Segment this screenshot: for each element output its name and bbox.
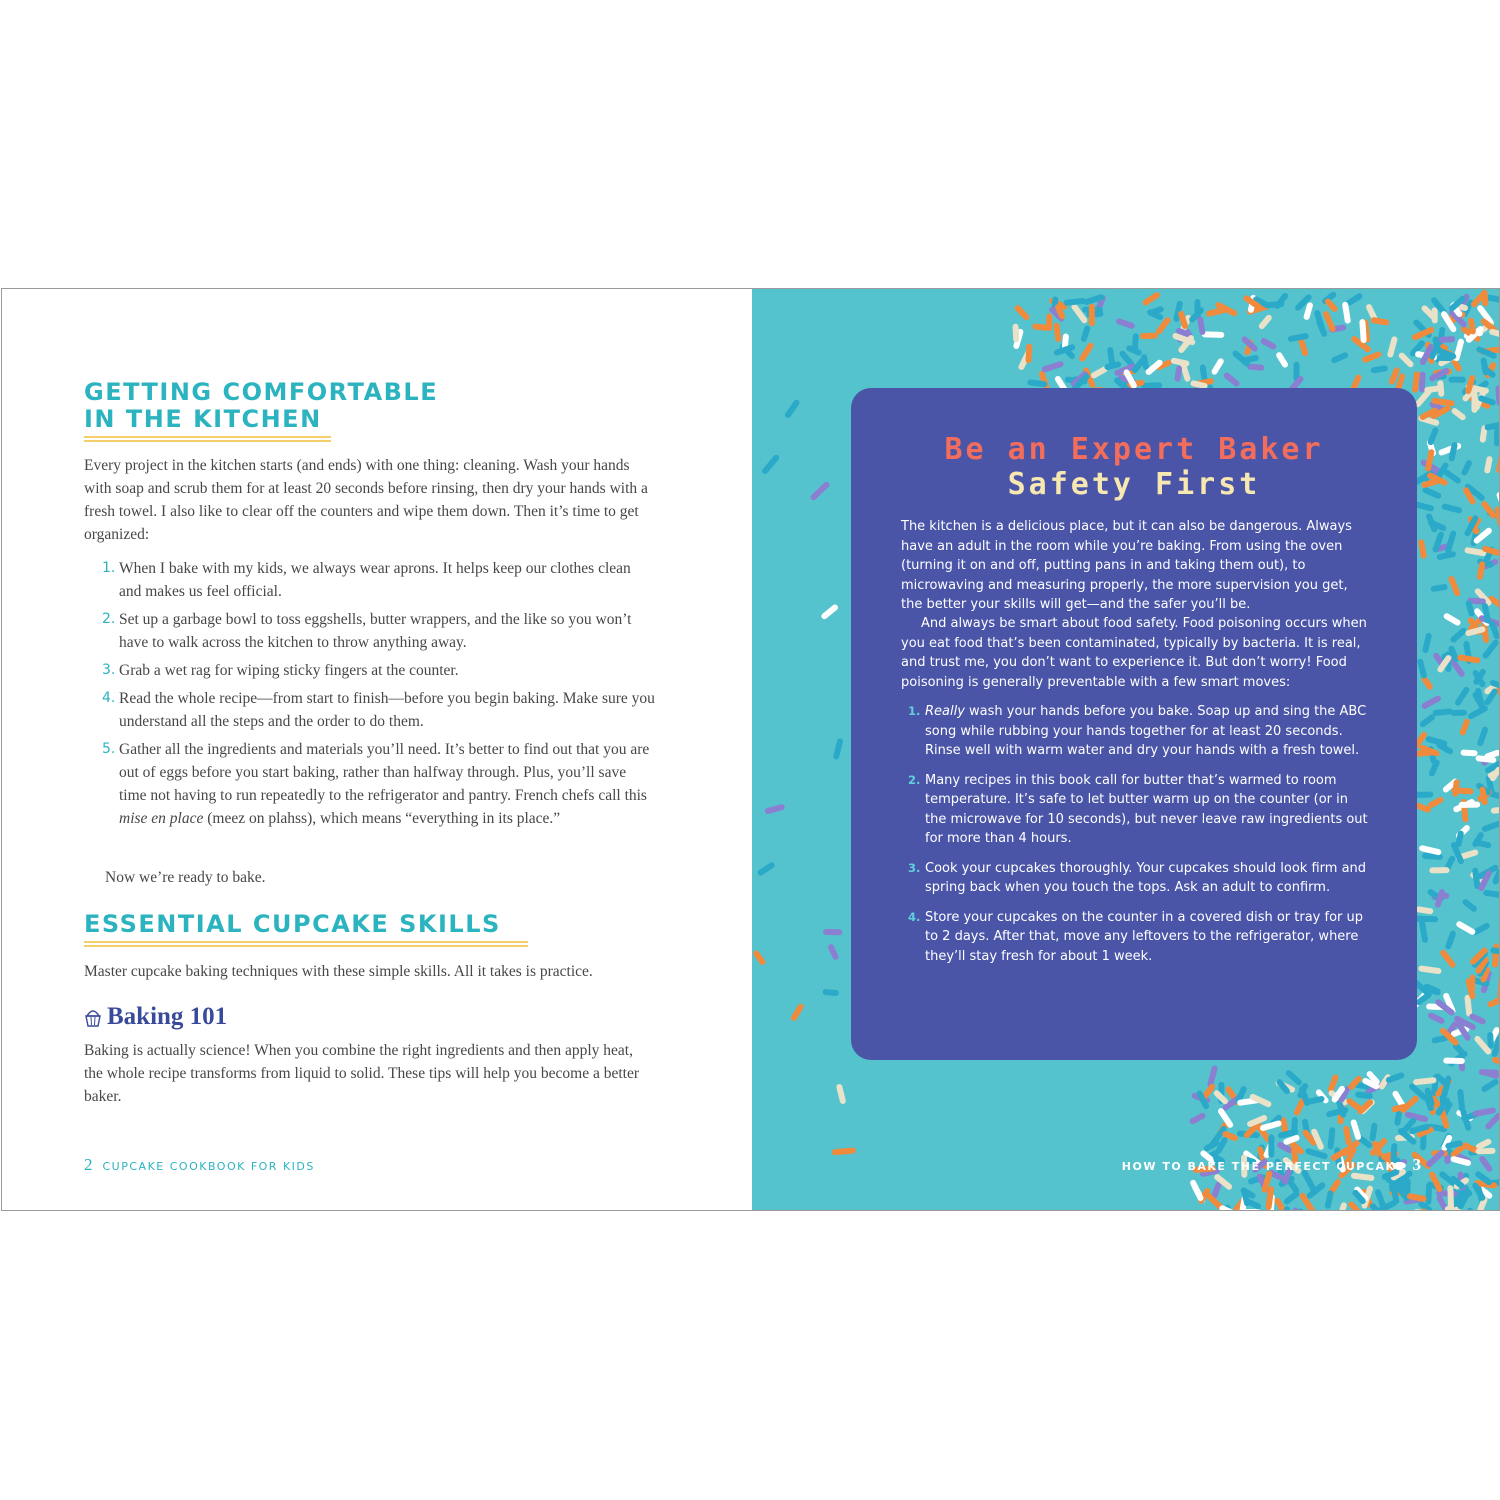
- sprinkle: [1370, 317, 1390, 326]
- sprinkle: [1284, 1069, 1303, 1087]
- sprinkle: [1414, 916, 1438, 923]
- sprinkle: [1443, 1058, 1465, 1064]
- sprinkle: [761, 454, 781, 476]
- sprinkle: [1330, 351, 1349, 364]
- page-number: 2: [84, 1155, 93, 1174]
- callout-title-line-2: Safety First: [1007, 467, 1261, 502]
- sprinkle: [1297, 1208, 1307, 1210]
- sprinkle: [1461, 898, 1478, 913]
- subhead-text: Baking 101: [107, 1003, 228, 1030]
- sprinkle: [1457, 1089, 1465, 1113]
- tip-text: Store your cupcakes on the counter in a covered dish or tray for up to 2 days. After that, move any leftovers to the refrigerator, where they’ll stay fresh for about 1 week.: [925, 909, 1364, 964]
- sprinkle: [784, 399, 801, 420]
- list-item: [102, 659, 657, 682]
- intro-paragraph: Every project in the kitchen starts (and ends) with one thing: cleaning. Wash your hands with soap and scrub them for at least 20 seconds before rinsing, then dry your hands with a fresh towel. I also like to clear off the counters and wipe them down. Then it’s time to get organized:: [84, 457, 648, 543]
- sprinkle: [1422, 486, 1443, 500]
- safety-tips-list: [908, 702, 1368, 976]
- sprinkle: [1437, 380, 1444, 397]
- running-title: HOW TO BAKE THE PERFECT CUPCAKE: [1121, 1160, 1405, 1173]
- sprinkle: [1170, 357, 1190, 367]
- cupcake-icon: [84, 1006, 102, 1028]
- sprinkle: [1476, 561, 1485, 580]
- sprinkle: [1012, 324, 1019, 343]
- sprinkle: [820, 603, 839, 620]
- list-item: [102, 608, 657, 654]
- sprinkle: [1025, 344, 1032, 364]
- sprinkle: [1078, 342, 1095, 363]
- sprinkle: [1324, 1190, 1334, 1209]
- sprinkle: [1404, 1178, 1410, 1194]
- sprinkle: [790, 1003, 805, 1022]
- sprinkle: [1046, 313, 1053, 330]
- page-number: 3: [1412, 1155, 1421, 1174]
- step-text-part: (meez on plahss), which means “everything in its place.”: [203, 810, 561, 827]
- sprinkle: [1450, 407, 1466, 421]
- sprinkle: [1140, 333, 1158, 340]
- sprinkle: [1480, 1078, 1499, 1093]
- sprinkle: [1210, 357, 1224, 376]
- sprinkle: [1481, 820, 1499, 833]
- sprinkle: [1492, 943, 1499, 967]
- list-item: [908, 702, 1368, 761]
- sprinkle: [1205, 307, 1226, 317]
- sprinkle: [1422, 632, 1432, 653]
- sprinkle: [1448, 377, 1465, 383]
- tip-number: 2.: [908, 772, 921, 787]
- sprinkle: [1418, 919, 1428, 944]
- step-text: Grab a wet rag for wiping sticky fingers at the counter.: [119, 662, 459, 679]
- sprinkle: [1491, 806, 1499, 814]
- sprinkle: [1223, 371, 1241, 387]
- left-page: [2, 289, 752, 1210]
- running-title: CUPCAKE COOKBOOK FOR KIDS: [102, 1160, 315, 1173]
- tip-italic: Really: [925, 704, 965, 719]
- sprinkle: [1063, 298, 1086, 306]
- baking-paragraph: Baking is actually science! When you combine the right ingredients and then apply heat, the whole recipe transforms from liquid to solid. These tips will help you become a better baker.: [84, 1042, 639, 1105]
- heading-underline: [84, 436, 331, 442]
- callout-title-line-1: Be an Expert Baker: [944, 432, 1324, 467]
- sprinkle: [1258, 314, 1273, 331]
- organize-steps-list: [102, 557, 657, 835]
- sprinkle: [1080, 325, 1091, 343]
- sprinkle: [827, 943, 839, 961]
- heading-essential-skills: [84, 911, 501, 938]
- heading-line-2: IN THE KITCHEN: [84, 405, 322, 433]
- sprinkle: [1189, 1179, 1204, 1202]
- safety-callout-box: [851, 388, 1417, 1060]
- sprinkle: [1417, 658, 1428, 679]
- sprinkle: [1497, 976, 1499, 1000]
- tip-number: 4.: [908, 909, 921, 924]
- step-text-part: Gather all the ingredients and materials you’ll need. It’s better to find out that you are out of eggs before you start baking, rather than halfway through. Plus, you’ll save time not having to run repeatedly to the refrigerator and pantry. French chefs call this: [119, 741, 650, 804]
- sprinkle: [1455, 920, 1476, 936]
- sprinkle: [1477, 726, 1489, 747]
- heading-underline: [84, 941, 528, 947]
- sprinkle: [1070, 303, 1088, 325]
- sprinkle: [836, 1083, 847, 1104]
- sprinkle: [1483, 890, 1499, 899]
- sprinkle: [1491, 1056, 1499, 1069]
- sprinkle: [1427, 1012, 1446, 1025]
- step-text: Set up a garbage bowl to toss eggshells, butter wrappers, and the like so you won’t have to walk across the kitchen to throw anything away.: [119, 611, 632, 651]
- sprinkle: [1447, 1185, 1454, 1209]
- list-item: [102, 557, 657, 603]
- sprinkle: [1474, 839, 1492, 849]
- book-spread: [1, 288, 1500, 1211]
- sprinkle: [823, 929, 842, 935]
- sprinkle: [1361, 351, 1382, 364]
- sprinkle: [1484, 456, 1493, 474]
- sprinkle: [752, 949, 767, 966]
- step-text: When I bake with my kids, we always wear aprons. It helps keep our clothes clean and makes us feel official.: [119, 560, 631, 600]
- sprinkle: [764, 804, 785, 815]
- sprinkle: [1459, 802, 1481, 808]
- heading-line: ESSENTIAL CUPCAKE SKILLS: [84, 910, 501, 938]
- sprinkle: [1418, 539, 1427, 559]
- sprinkle: [832, 1147, 856, 1155]
- tip-text: wash your hands before you bake. Soap up and sing the ABC song while rubbing your hands together for at least 20 seconds. Rinse well with warm water and dry your hands with a fresh towel.: [925, 704, 1367, 758]
- sprinkle: [1418, 965, 1442, 974]
- sprinkle: [1441, 503, 1463, 514]
- sprinkle: [1475, 1148, 1495, 1155]
- sprinkle: [1449, 627, 1468, 644]
- tip-text: Many recipes in this book call for butter that’s warmed to room temperature. It’s safe to let butter warm up on the counter (or in the microwave for 10 seconds), but never leave raw ingredients out for more than 4 hours.: [925, 772, 1368, 846]
- list-item: [102, 687, 657, 733]
- step-number: 2.: [102, 611, 116, 627]
- list-item: [102, 738, 657, 830]
- sprinkle: [1472, 1107, 1496, 1117]
- list-item: [908, 859, 1368, 898]
- sprinkle: [1189, 1112, 1207, 1125]
- page-footer-left: [84, 1155, 315, 1175]
- sprinkle: [1089, 304, 1095, 327]
- sprinkle: [1416, 906, 1434, 915]
- sprinkle: [1444, 930, 1456, 950]
- sprinkle: [1451, 710, 1467, 716]
- sprinkle: [1387, 336, 1398, 358]
- ready-text: Now we’re ready to bake.: [105, 869, 266, 886]
- sprinkle: [1427, 427, 1440, 447]
- sprinkle: [1428, 759, 1441, 778]
- step-text: [119, 741, 649, 827]
- sprinkle: [1013, 304, 1030, 322]
- sprinkle: [1404, 1111, 1429, 1123]
- heading-line-1: GETTING COMFORTABLE: [84, 378, 439, 406]
- callout-paragraph-1: The kitchen is a delicious place, but it can also be dangerous. Always have an adult in the room while you’re baking. From using the oven (turning it on and off, putting pans in and taking them out), to microwaving and measuring properly, the more supervision you get, the better your skills will get—and the safer you’ll be.: [901, 519, 1352, 612]
- skills-intro: Master cupcake baking techniques with these simple skills. All it takes is practice.: [84, 963, 593, 980]
- list-item: [908, 908, 1368, 967]
- sprinkle: [1369, 1122, 1378, 1141]
- list-item: [908, 771, 1368, 849]
- sprinkle: [1494, 428, 1499, 446]
- sprinkle: [1343, 1125, 1352, 1146]
- sprinkle: [1197, 316, 1206, 335]
- right-page: [752, 289, 1499, 1210]
- sprinkle: [1429, 867, 1449, 873]
- step-text: Read the whole recipe—from start to finish—before you begin baking. Make sure you understand all the steps and the order to do them.: [119, 690, 655, 730]
- callout-title: [851, 432, 1417, 502]
- sprinkle: [1370, 365, 1388, 374]
- sprinkle: [1432, 708, 1453, 716]
- step-number: 5.: [102, 741, 116, 757]
- sprinkle: [1444, 530, 1457, 554]
- sprinkle: [1467, 1208, 1473, 1210]
- tip-number: 3.: [908, 860, 921, 875]
- sprinkle: [1421, 694, 1442, 710]
- sprinkle: [1459, 718, 1471, 736]
- sprinkle: [1496, 453, 1499, 473]
- sprinkle: [1481, 623, 1490, 644]
- subhead-baking-101: [84, 1003, 227, 1031]
- sprinkle: [756, 861, 776, 877]
- sprinkle: [1460, 750, 1477, 757]
- tip-number: 1.: [908, 704, 921, 718]
- sprinkle: [1041, 360, 1064, 373]
- sprinkle: [1174, 365, 1182, 382]
- sprinkle: [1489, 328, 1499, 340]
- sprinkle: [1438, 336, 1455, 343]
- sprinkle: [1467, 704, 1489, 720]
- callout-paragraph-2: And always be smart about food safety. Food poisoning occurs when you eat food that’s been contaminated, typically by bacteria. It is real, and trust me, you don’t want to experience it. But don’t worry! Food poisoning is generally preventable with a few smart moves:: [901, 616, 1367, 690]
- sprinkle: [1350, 1119, 1362, 1141]
- sprinkle: [1478, 1155, 1493, 1173]
- sprinkle: [1443, 612, 1462, 626]
- step-number: 4.: [102, 690, 116, 706]
- sprinkle: [822, 989, 839, 996]
- sprinkle: [1487, 1032, 1494, 1049]
- sprinkle: [1337, 1202, 1348, 1210]
- sprinkle: [1327, 1127, 1335, 1150]
- page-footer-right: [1122, 1155, 1421, 1175]
- step-number: 1.: [102, 560, 116, 576]
- sprinkle: [1487, 995, 1499, 1009]
- sprinkle: [1053, 322, 1062, 342]
- tip-text: Cook your cupcakes thoroughly. Your cupcakes should look firm and spring back when you touch the tops. Ask an adult to confirm.: [925, 860, 1367, 895]
- sprinkle: [1275, 351, 1289, 369]
- sprinkle: [1471, 389, 1477, 413]
- sprinkle: [1460, 459, 1473, 476]
- sprinkle: [1430, 584, 1448, 593]
- sprinkle: [809, 481, 830, 502]
- sprinkle: [1115, 318, 1135, 330]
- sprinkle: [833, 738, 844, 760]
- sprinkle: [1141, 291, 1161, 307]
- step-text-italic: mise en place: [119, 810, 204, 827]
- sprinkle: [1427, 796, 1445, 809]
- sprinkle: [1385, 1072, 1405, 1084]
- step-number: 3.: [102, 662, 116, 678]
- sprinkle: [1419, 713, 1437, 728]
- sprinkle: [1454, 686, 1471, 707]
- sprinkle: [1439, 949, 1457, 969]
- sprinkle: [1448, 575, 1462, 597]
- sprinkle: [1260, 337, 1278, 350]
- heading-getting-comfortable: [84, 379, 438, 433]
